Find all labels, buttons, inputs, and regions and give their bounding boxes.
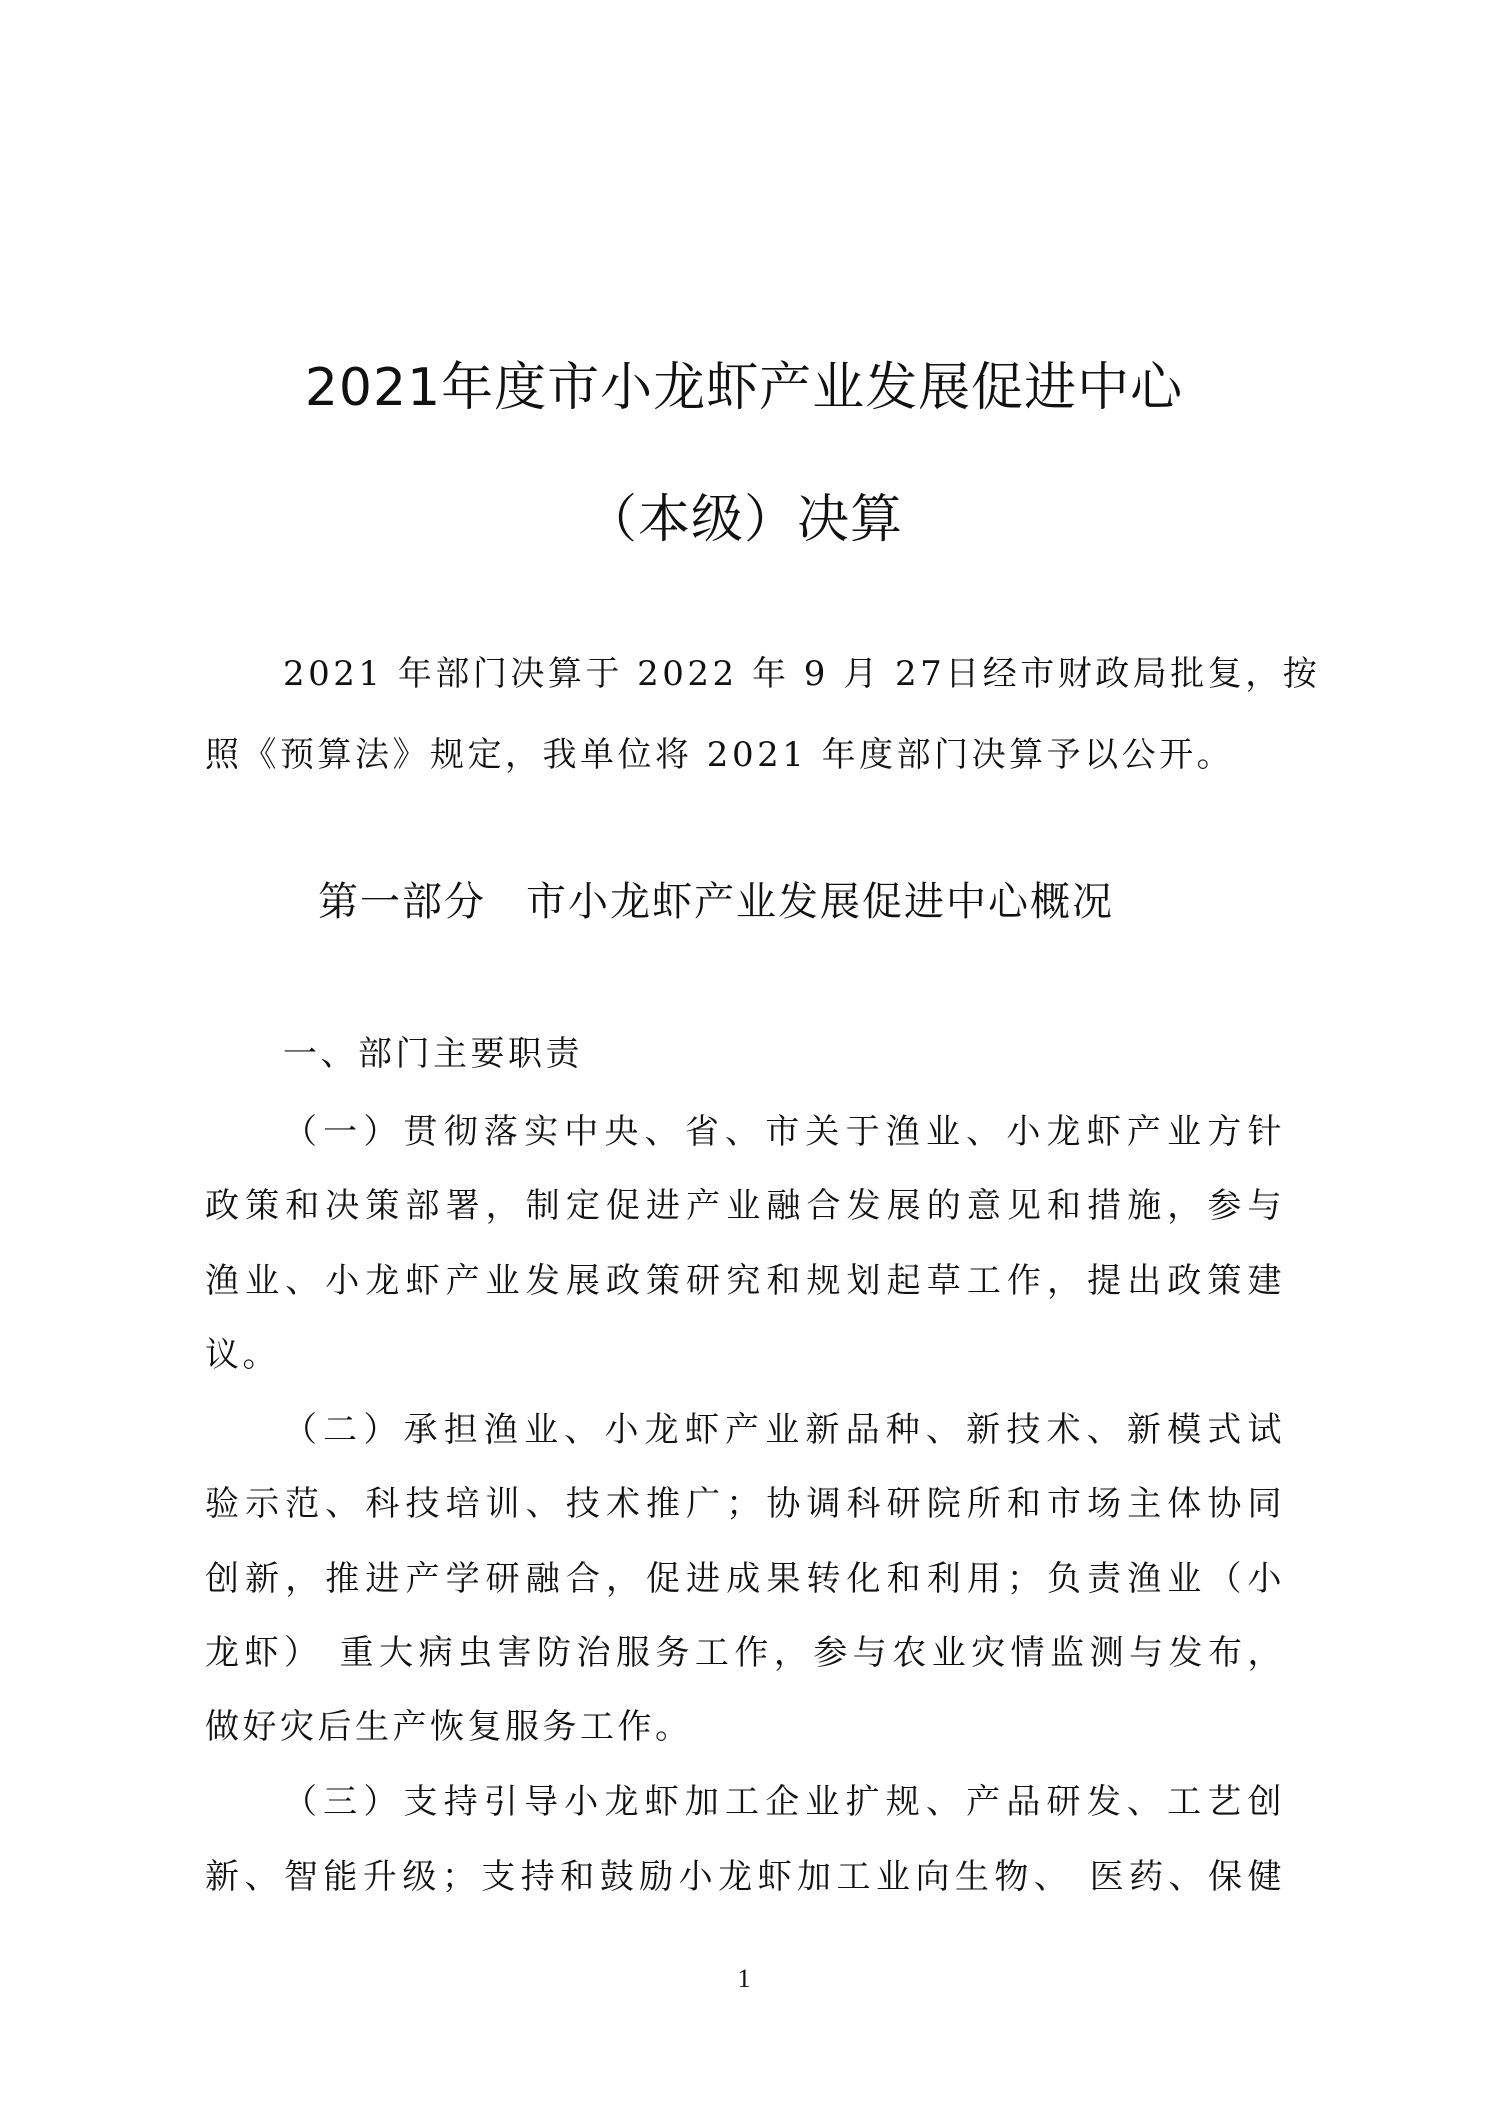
item-1-line-4: 议。	[205, 1335, 280, 1375]
item-2-line-3: 创新，推进产学研融合，促进成果转化和利用；负责渔业（小	[205, 1559, 1285, 1599]
intro-line-1: 2021 年部门决算于 2022 年 9 月 27日经市财政局批复，按	[283, 654, 1321, 694]
item-2-line-5: 做好灾后生产恢复服务工作。	[205, 1707, 693, 1747]
item-3-line-1: （三）支持引导小龙虾加工企业扩规、产品研发、工艺创	[283, 1782, 1285, 1822]
page-number: 1	[737, 1964, 751, 1993]
item-1-line-1: （一）贯彻落实中央、省、市关于渔业、小龙虾产业方针	[283, 1112, 1285, 1152]
item-3-line-2: 新、智能升级；支持和鼓励小龙虾加工业向生物、 医药、保健	[205, 1857, 1285, 1897]
document-title-line-1: 2021年度市小龙虾产业发展促进中心	[304, 358, 1184, 418]
item-1-line-2: 政策和决策部署，制定促进产业融合发展的意见和措施，参与	[205, 1186, 1285, 1226]
item-2-line-4: 龙虾） 重大病虫害防治服务工作，参与农业灾情监测与发布，	[205, 1633, 1285, 1673]
part-one-title: 市小龙虾产业发展促进中心概况	[526, 879, 1114, 925]
intro-line-2: 照《预算法》规定，我单位将 2021 年度部门决算予以公开。	[205, 735, 1235, 775]
part-one-label: 第一部分	[318, 879, 486, 925]
section-1-heading: 一、部门主要职责	[283, 1034, 583, 1074]
document-title-line-2: （本级）决算	[584, 490, 903, 550]
item-2-line-2: 验示范、科技培训、技术推广；协调科研院所和市场主体协同	[205, 1484, 1285, 1524]
item-1-line-3: 渔业、小龙虾产业发展政策研究和规划起草工作，提出政策建	[205, 1261, 1285, 1301]
item-2-line-1: （二）承担渔业、小龙虾产业新品种、新技术、新模式试	[283, 1410, 1285, 1450]
part-one-heading	[318, 879, 1114, 925]
